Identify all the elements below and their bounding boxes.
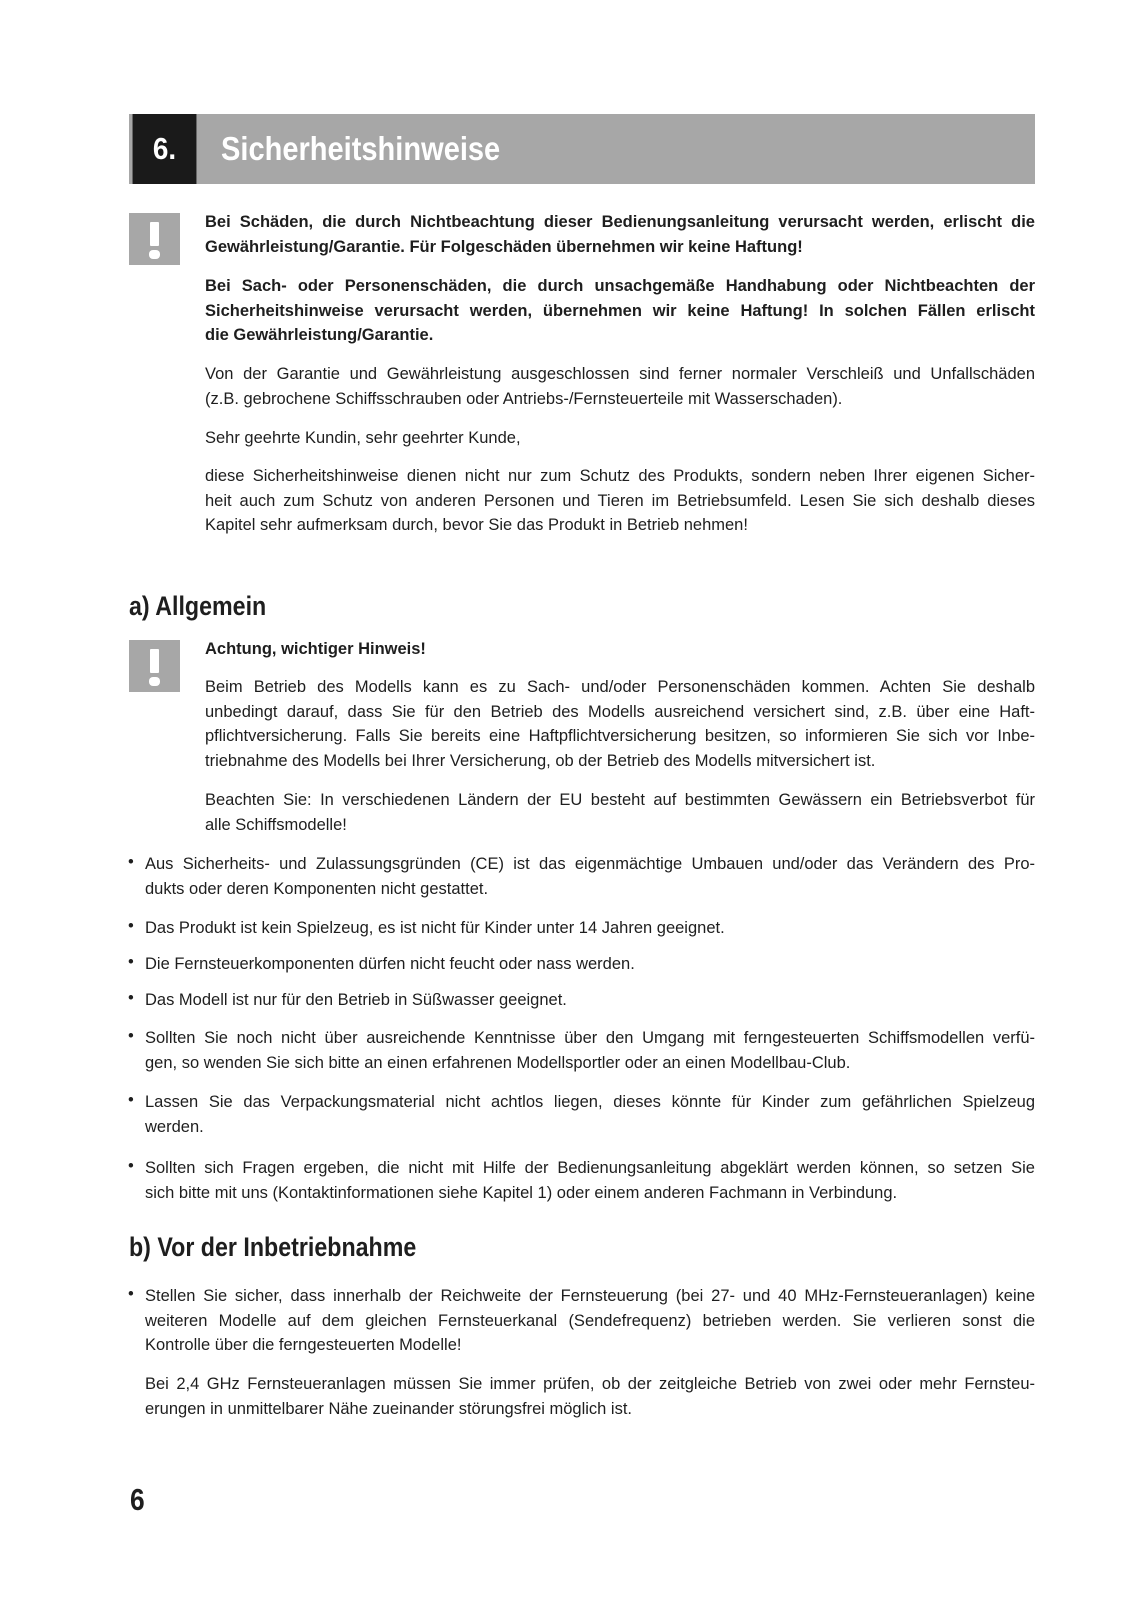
bullet-marker: • [128,989,134,1007]
list-item: Sollten Sie noch nicht über ausreichende Kenntnisse über den Umgang mit ferngesteuerten Schiffsmodellen verfü- gen, so wenden Sie sich bitte an einen erfahrenen Modellsportler oder an einen Modellbau-Club. [145,1029,1035,1072]
page-number: 6 [130,1482,145,1517]
section-number: 6. [133,114,197,184]
subsection-title-a: a) Allgemein [129,591,267,621]
list-item: Die Fernsteuerkomponenten dürfen nicht feucht oder nass werden. [145,955,635,973]
list-item: Lassen Sie das Verpackungsmaterial nicht achtlos liegen, dieses könnte für Kinder zum gefährlichen Spielzeug werden. [145,1093,1035,1136]
subsection-title-b: b) Vor der Inbetriebnahme [129,1232,417,1262]
intro-paragraph-3: Von der Garantie und Gewährleistung ausgeschlossen sind ferner normaler Verschleiß und Unfallschäden (z.B. gebrochene Schiffsschrauben oder Antriebs-/Fernsteuerteile mit Wasserschaden). [205,365,1035,408]
note-title: Achtung, wichtiger Hinweis! [205,640,426,658]
list-item: Aus Sicherheits- und Zulassungsgründen (CE) ist das eigenmächtige Umbauen und/oder das Verändern des Pro- dukts oder deren Komponenten nicht gestattet. [145,855,1035,898]
intro-warning-paragraph-1: Bei Schäden, die durch Nichtbeachtung dieser Bedienungsanleitung verursacht werden, erlischt die Gewährleistung/Garantie. Für Folgeschäden übernehmen wir keine Haftung! [205,213,1035,256]
bullet-marker: • [128,1285,134,1303]
exclamation-icon [129,640,180,692]
bullet-marker: • [128,1091,134,1109]
section-b-paragraph: Bei 2,4 GHz Fernsteueranlagen müssen Sie immer prüfen, ob der zeitgleiche Betrieb von zwei oder mehr Fernsteu- erungen in unmittelbarer Nähe zueinander störungsfrei möglich ist. [145,1375,1035,1418]
note-paragraph-2: Beachten Sie: In verschiedenen Ländern der EU besteht auf bestimmten Gewässern ein Betriebsverbot für alle Schiffsmodelle! [205,791,1035,834]
list-item: Das Modell ist nur für den Betrieb in Süßwasser geeignet. [145,991,567,1009]
section-header [129,114,1035,184]
list-item: Stellen Sie sicher, dass innerhalb der Reichweite der Fernsteuerung (bei 27- und 40 MHz-Fernsteueranlagen) keine weiteren Modelle auf dem gleichen Fernsteuerkanal (Sendefrequenz) betrieben werden. Sie verlieren sonst die Kontrolle über die ferngesteuerten Modelle! [145,1287,1035,1355]
intro-warning-paragraph-2: Bei Sach- oder Personenschäden, die durch unsachgemäße Handhabung oder Nichtbeachten der Sicherheitshinweise verursacht werden, übernehmen wir keine Haftung! In solchen Fällen erlischt die Gewährleistung/Garantie. [205,277,1035,345]
bullet-marker: • [128,953,134,971]
bullet-marker: • [128,853,134,871]
intro-salutation: Sehr geehrte Kundin, sehr geehrter Kunde, [205,429,521,447]
list-item: Das Produkt ist kein Spielzeug, es ist nicht für Kinder unter 14 Jahren geeignet. [145,919,725,937]
section-title: Sicherheitshinweise [221,130,501,167]
list-item: Sollten sich Fragen ergeben, die nicht mit Hilfe der Bedienungsanleitung abgeklärt werden können, so setzen Sie sich bitte mit uns (Kontaktinformationen siehe Kapitel 1) oder einem anderen Fachmann in Verbindung. [145,1159,1035,1202]
bullet-marker: • [128,917,134,935]
note-paragraph-1: Beim Betrieb des Modells kann es zu Sach- und/oder Personenschäden kommen. Achten Sie deshalb unbedingt darauf, dass Sie für den Betrieb des Modells ausreichend versichert sind, z.B. über eine Haft- pflichtversicherung. Falls Sie bereits eine Haftpflichtversicherung besitzen, so informieren Sie sich vor Inbe- triebnahme des Modells bei Ihrer Versicherung, ob der Betrieb des Modells mitversichert ist. [205,678,1035,770]
intro-paragraph-5: diese Sicherheitshinweise dienen nicht nur zum Schutz des Produkts, sondern neben Ihrer eigenen Sicher- heit auch zum Schutz von anderen Personen und Tieren im Betriebsumfeld. Lesen Sie sich deshalb dieses Kapitel sehr aufmerksam durch, bevor Sie das Produkt in Betrieb nehmen! [205,467,1035,535]
bullet-marker: • [128,1027,134,1045]
bullet-marker: • [128,1157,134,1175]
exclamation-icon [129,213,180,265]
